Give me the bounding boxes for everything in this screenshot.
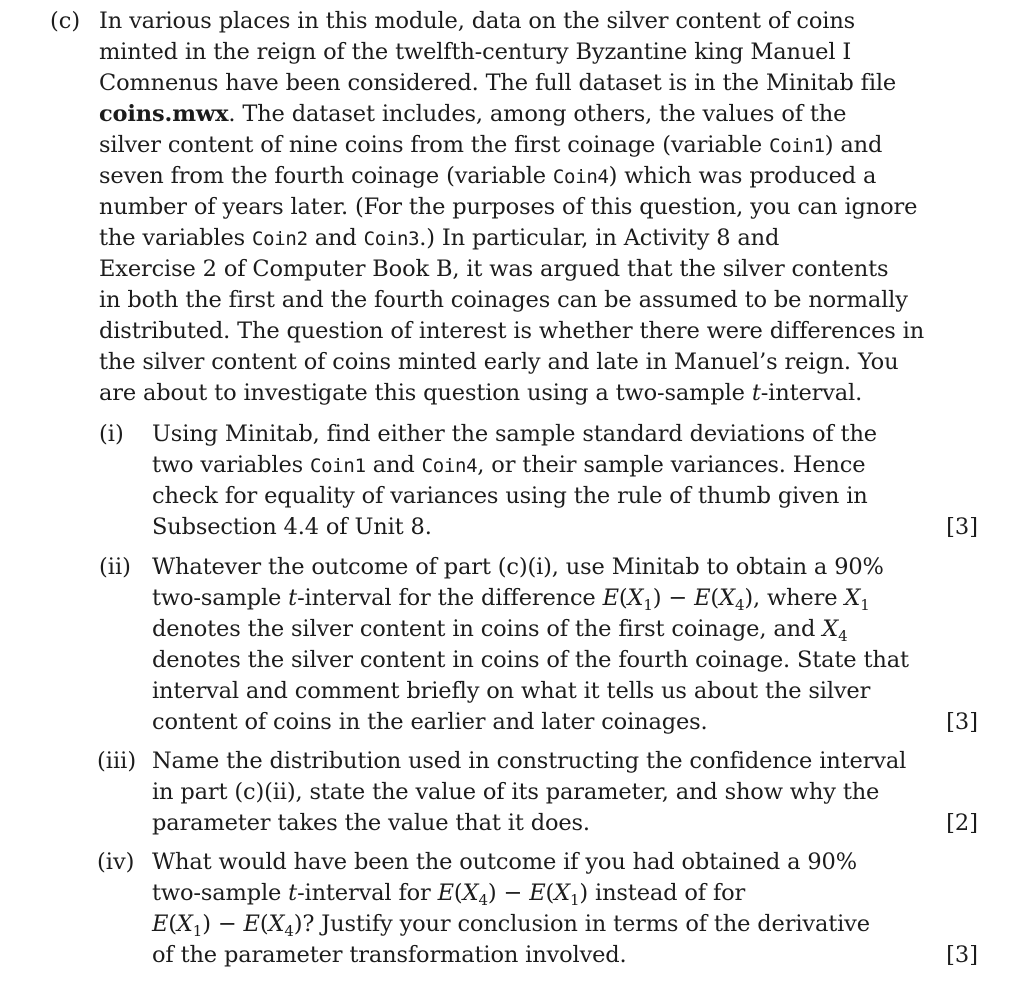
item-label: (i) — [99, 421, 124, 447]
intro-line: are about to investigate this question using a two-sample t-interval. — [99, 380, 863, 406]
item-line: Subsection 4.4 of Unit 8. — [152, 514, 432, 540]
dataset-filename: coins.mwx — [99, 101, 229, 127]
item-label: (ii) — [99, 554, 131, 580]
intro-line: in both the first and the fourth coinages can be assumed to be normally — [99, 287, 908, 313]
item-line: Name the distribution used in constructing the confidence interval — [152, 748, 907, 774]
item-line: two-sample t-interval for the difference $E(X_1) - E(X_4)$, where $X_1$ — [152, 585, 870, 614]
item-label: (iv) — [97, 849, 135, 875]
intro-line: the variables Coin2 and Coin3.) In particular, in Activity 8 and — [99, 225, 780, 251]
variable-name: Coin1 — [310, 455, 366, 477]
intro-line: coins.mwx. The dataset includes, among others, the values of the — [99, 101, 847, 127]
item-line: two-sample t-interval for $E(X_4) - E(X_1)$ instead of for — [152, 880, 746, 909]
intro-line: minted in the reign of the twelfth-century Byzantine king Manuel I — [99, 39, 852, 65]
item-line: denotes the silver content in coins of the fourth coinage. State that — [152, 647, 909, 673]
item-line: What would have been the outcome if you had obtained a 90% — [152, 849, 857, 875]
variable-name: Coin2 — [252, 228, 308, 250]
intro-line: number of years later. (For the purposes of this question, you can ignore — [99, 194, 918, 220]
variable-name: Coin4 — [421, 455, 478, 477]
marks-badge: [3] — [946, 709, 978, 735]
marks-badge: [3] — [946, 514, 978, 540]
marks-badge: [2] — [946, 810, 978, 836]
item-line: in part (c)(ii), state the value of its parameter, and show why the — [152, 779, 880, 805]
intro-line: silver content of nine coins from the first coinage (variable Coin1) and — [99, 132, 883, 158]
variable-name: Coin3 — [363, 228, 420, 250]
intro-line: seven from the fourth coinage (variable Coin4) which was produced a — [99, 163, 877, 189]
item-line: two variables Coin1 and Coin4, or their sample variances. Hence — [152, 452, 866, 478]
item-line: denotes the silver content in coins of the first coinage, and $X_4$ — [152, 616, 848, 645]
item-line: of the parameter transformation involved. — [152, 942, 627, 968]
intro-line: distributed. The question of interest is whether there were differences in — [99, 318, 925, 344]
item-line: Using Minitab, find either the sample standard deviations of the — [152, 421, 877, 447]
item-line: interval and comment briefly on what it tells us about the silver — [152, 678, 871, 704]
item-line: check for equality of variances using the rule of thumb given in — [152, 483, 868, 509]
item-line: parameter takes the value that it does. — [152, 810, 590, 836]
intro-line: In various places in this module, data on the silver content of coins — [99, 8, 856, 34]
variable-name: Coin1 — [769, 135, 825, 157]
part-label: (c) — [50, 8, 81, 34]
item-label: (iii) — [97, 748, 137, 774]
item-line: Whatever the outcome of part (c)(i), use Minitab to obtain a 90% — [152, 554, 884, 580]
item-line: $E(X_1) - E(X_4)$? Justify your conclusion in terms of the derivative — [152, 911, 870, 940]
intro-line: the silver content of coins minted early and late in Manuel’s reign. You — [99, 349, 899, 375]
marks-badge: [3] — [946, 942, 978, 968]
intro-line: Exercise 2 of Computer Book B, it was argued that the silver contents — [99, 256, 889, 282]
variable-name: Coin4 — [552, 166, 609, 188]
item-line: content of coins in the earlier and later coinages. — [152, 709, 708, 735]
intro-line: Comnenus have been considered. The full dataset is in the Minitab file — [99, 70, 897, 96]
